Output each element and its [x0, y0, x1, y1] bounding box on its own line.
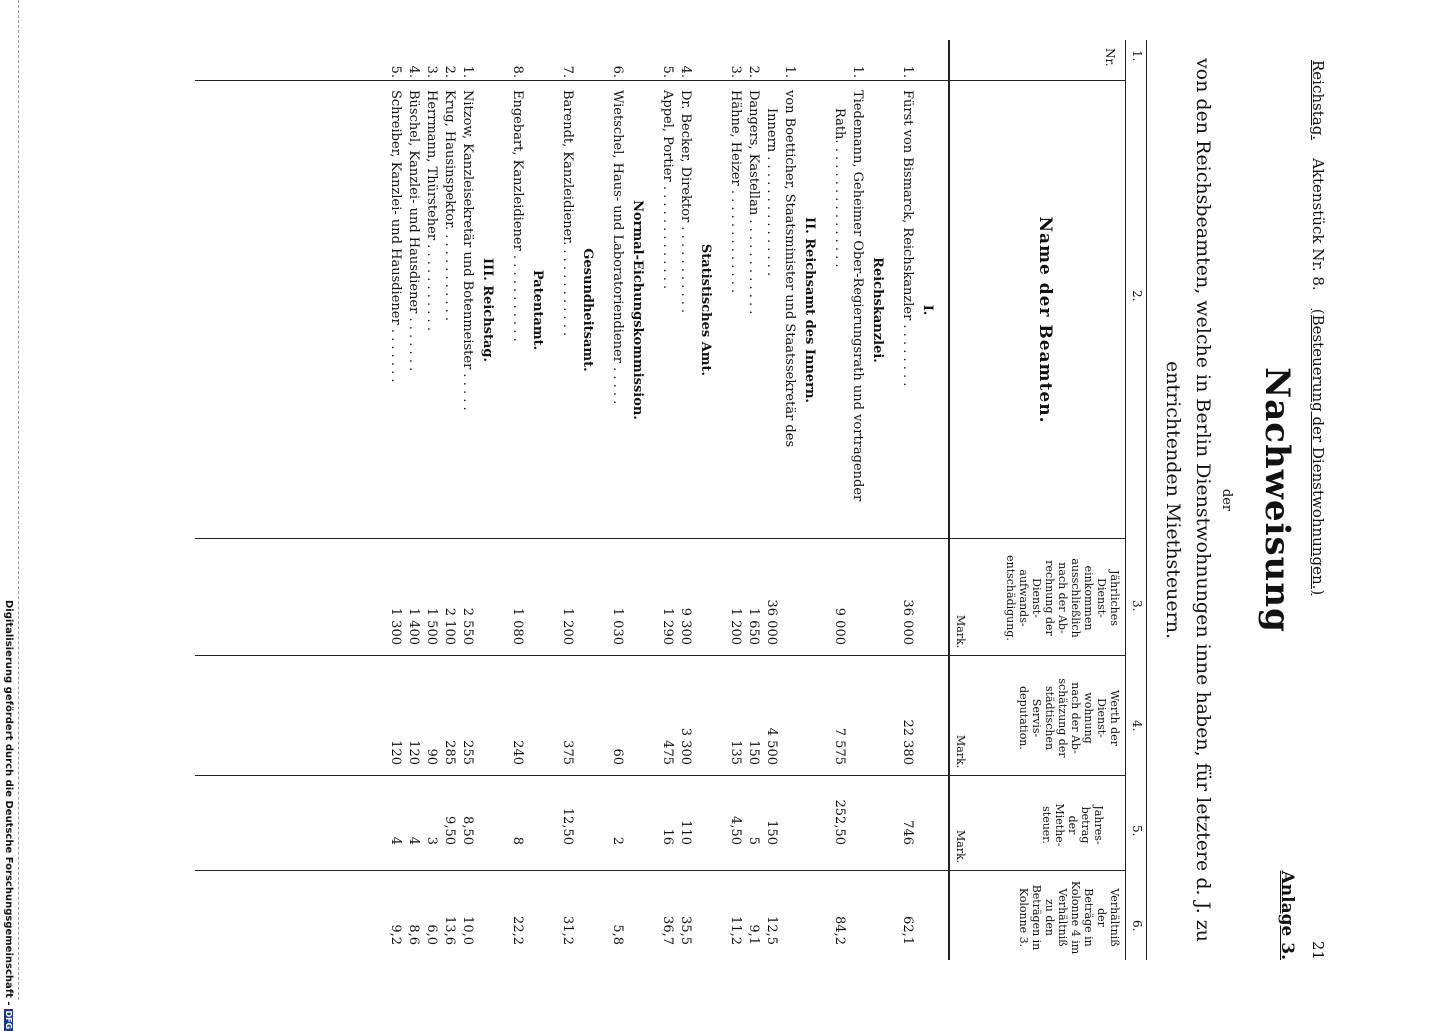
header-col5-line: Miethe- [1053, 803, 1066, 847]
cell-verhaeltniss: 6,0 [424, 924, 439, 945]
cell-wohnungswerth: 120 [406, 740, 421, 765]
header-col6-line: Beträge in [1082, 888, 1095, 947]
header-col4-line: deputation. [1017, 686, 1030, 750]
cell-wohnungswerth: 285 [442, 740, 457, 765]
header-reichstag: Reichstag. [1309, 60, 1327, 141]
header-col3-line: aufwands- [1017, 569, 1030, 627]
cell-einkommen: 2 550 [460, 607, 475, 645]
header-col5 [1040, 785, 1105, 865]
cell-nr: 1. [782, 65, 797, 78]
cell-einkommen: 2 100 [442, 607, 457, 645]
header-nr: Nr. [1103, 48, 1117, 67]
cell-name: Tiedemann, Geheimer Ober-Regierungsrath und vortragender [850, 90, 865, 502]
cell-einkommen: 1 200 [560, 607, 575, 645]
cell-verhaeltniss: 35,5 [678, 916, 693, 945]
cell-miethsteuer: 16 [660, 828, 675, 845]
cell-miethsteuer: 2 [610, 836, 625, 845]
header-col3-line: nach der Ab- [1056, 562, 1069, 634]
cell-verhaeltniss: 5,8 [610, 924, 625, 945]
subtitle-line-2: entrichtenden Miethsteuern. [1162, 360, 1184, 640]
cell-name: Nitzow, Kanzleisekretär und Botenmeister . . . . . [460, 90, 475, 411]
cell-wohnungswerth: 120 [388, 740, 403, 765]
cell-einkommen: 9 300 [678, 607, 693, 645]
title-der: der [1219, 488, 1234, 512]
colnum-2: 2. [1130, 290, 1144, 302]
header-col3 [1004, 548, 1121, 648]
header-col6-line: Beträgen in [1030, 884, 1043, 951]
cell-miethsteuer: 9,50 [442, 816, 457, 845]
cell-miethsteuer: 8,50 [460, 816, 475, 845]
cell-miethsteuer: 3 [424, 836, 439, 845]
header-col6 [1017, 875, 1121, 960]
cell-name: Innern . . . . . . . . . . . . . . . [764, 108, 779, 277]
cell-nr: 2. [442, 65, 457, 78]
cell-name: Hähne, Heizer . . . . . . . . . . . . . [728, 90, 743, 294]
section-normal-eichung: Normal-Eichungskommission. [630, 200, 645, 420]
cell-einkommen: 36 000 [900, 599, 915, 645]
cell-name: Schreiber, Kanzlei- und Hausdiener . . . . . . . [388, 90, 403, 383]
cell-name: Fürst von Bismarck, Reichskanzler . . . . . . . . [900, 90, 915, 387]
header-col4-line: städtischen [1043, 685, 1056, 751]
section-reichstag: III. Reichstag. [480, 257, 495, 363]
cell-nr: 4. [678, 65, 693, 78]
dfg-stamp-text: Digitalisierung gefördert durch die Deutsche Forschungsgemeinschaft - [3, 600, 14, 1006]
cell-wohnungswerth: 150 [746, 740, 761, 765]
cell-name: Barendt, Kanzleidiener. . . . . . . . . . . . [560, 90, 575, 337]
header-aktenstueck: Aktenstück Nr. 8. [1309, 158, 1327, 291]
cell-nr: 3. [728, 65, 743, 78]
header-col6-line: Kolonne 4 im [1069, 880, 1082, 955]
cell-einkommen: 9 000 [832, 607, 847, 645]
header-col4-line: Werth der [1108, 690, 1121, 746]
cell-wohnungswerth: 475 [660, 740, 675, 765]
cell-einkommen: 36 000 [764, 599, 779, 645]
cell-miethsteuer: 746 [900, 820, 915, 845]
header-col4-line: Dienst- [1095, 698, 1108, 738]
cell-wohnungswerth: 90 [424, 748, 439, 765]
cell-verhaeltniss: 22,2 [510, 916, 525, 945]
header-col3-line: einkommen [1082, 565, 1095, 631]
cell-wohnungswerth: 22 380 [900, 719, 915, 765]
column-divider [195, 655, 1125, 656]
header-col6-line: der [1095, 908, 1108, 927]
header-col5-line: der [1066, 815, 1079, 835]
column-divider [195, 775, 1125, 776]
cell-wohnungswerth: 60 [610, 748, 625, 765]
cell-einkommen: 1 400 [406, 607, 421, 645]
cell-wohnungswerth: 240 [510, 740, 525, 765]
cell-verhaeltniss: 11,2 [728, 916, 743, 945]
subtitle-line-1: von den Reichsbeamten, welche in Berlin Dienstwohnungen inne haben, für letztere d. J. zu [1192, 57, 1214, 943]
header-col6-line: Verhältniß [1108, 888, 1121, 947]
cell-nr: 4. [406, 65, 421, 78]
cell-verhaeltniss: 31,2 [560, 916, 575, 945]
page-number: 21 [1309, 940, 1327, 960]
cell-name: Rath. . . . . . . . . . . . . . . . [832, 108, 847, 268]
cell-einkommen: 1 500 [424, 607, 439, 645]
cell-einkommen: 1 200 [728, 607, 743, 645]
cell-nr: 1. [850, 65, 865, 78]
cell-einkommen: 1 030 [610, 607, 625, 645]
header-col3-line: Dienst- [1030, 578, 1043, 618]
cell-nr: 1. [900, 65, 915, 78]
cell-name: Engebart, Kanzleidiener . . . . . . . . . . . [510, 90, 525, 342]
colnum-5: 5. [1130, 825, 1144, 837]
header-col3-line: rechnung der [1043, 560, 1056, 636]
cell-wohnungswerth: 3 300 [678, 727, 693, 765]
header-col4-line: Servis- [1030, 698, 1043, 738]
cell-miethsteuer: 150 [764, 820, 779, 845]
dfg-logo-icon: DFG [4, 1010, 13, 1030]
header-col3-line: ausschließlich [1069, 558, 1082, 638]
header-col4-line: nach der Ab- [1069, 682, 1082, 754]
cell-verhaeltniss: 9,1 [746, 924, 761, 945]
header-col5-line: betrag [1079, 806, 1092, 844]
cell-verhaeltniss: 84,2 [832, 916, 847, 945]
cell-miethsteuer: 4 [388, 836, 403, 845]
section-reichsamt-innern: II. Reichsamt des Innern. [802, 217, 817, 403]
cell-miethsteuer: 12,50 [560, 807, 575, 845]
cell-verhaeltniss: 8,6 [406, 924, 421, 945]
header-col4 [1017, 668, 1121, 768]
column-number-row [1125, 40, 1147, 960]
nachweisung-table [187, 40, 1147, 960]
section-reichskanzlei: Reichskanzlei. [870, 257, 885, 363]
cell-miethsteuer: 252,50 [832, 799, 847, 845]
cell-nr: 7. [560, 65, 575, 78]
cell-name: Dr. Becker, Direktor . . . . . . . . . . . [678, 90, 693, 314]
cell-verhaeltniss: 12,5 [764, 916, 779, 945]
header-col5-line: steuer. [1040, 806, 1053, 844]
column-divider [195, 538, 1125, 539]
colnum-4: 4. [1130, 720, 1144, 732]
running-header [1303, 60, 1327, 960]
cell-name: Krug, Hausinspektor. . . . . . . . . . . . [442, 90, 457, 321]
cell-verhaeltniss: 9,2 [388, 924, 403, 945]
cell-einkommen: 1 300 [388, 607, 403, 645]
unit-col5: Mark. [954, 830, 967, 864]
cell-name: Dangers, Kastellan . . . . . . . . . . . . [746, 90, 761, 315]
cell-wohnungswerth: 135 [728, 740, 743, 765]
cell-nr: 1. [460, 65, 475, 78]
header-col6-line: zu den [1043, 898, 1056, 936]
header-col5-line: Jahres- [1092, 805, 1105, 845]
cell-nr: 3. [424, 65, 439, 78]
header-col3-line: Jährliches [1108, 570, 1121, 626]
cell-wohnungswerth: 255 [460, 740, 475, 765]
cell-einkommen: 1 080 [510, 607, 525, 645]
cell-name: von Boetticher, Staatsminister und Staatssekretär des [782, 90, 797, 448]
header-col4-line: wohnung [1082, 692, 1095, 744]
cell-name: Büschel, Kanzlei- und Hausdiener . . . . . . . [406, 90, 421, 372]
cell-verhaeltniss: 62,1 [900, 916, 915, 945]
section-roman-1: I. [920, 304, 935, 316]
header-name: Name der Beamten. [1035, 216, 1055, 424]
header-col6-line: Verhältniß [1056, 888, 1069, 947]
cell-miethsteuer: 8 [510, 836, 525, 845]
cell-nr: 6. [610, 65, 625, 78]
cell-nr: 2. [746, 65, 761, 78]
cell-wohnungswerth: 375 [560, 740, 575, 765]
cell-einkommen: 1 650 [746, 607, 761, 645]
colnum-3: 3. [1130, 600, 1144, 612]
colnum-6: 6. [1130, 920, 1144, 932]
colnum-1: 1. [1130, 50, 1144, 62]
unit-col3: Mark. [954, 615, 967, 649]
cell-miethsteuer: 4 [406, 836, 421, 845]
section-gesundheitsamt: Gesundheitsamt. [580, 248, 595, 372]
cell-name: Appel, Portier . . . . . . . . . . . . . [660, 90, 675, 290]
table-header-row [948, 40, 1125, 960]
unit-col4: Mark. [954, 735, 967, 769]
section-patentamt: Patentamt. [530, 269, 545, 351]
cell-miethsteuer: 110 [678, 820, 693, 845]
cell-nr: 8. [510, 65, 525, 78]
cell-verhaeltniss: 13,6 [442, 916, 457, 945]
cell-einkommen: 1 290 [660, 607, 675, 645]
cell-miethsteuer: 5 [746, 836, 761, 845]
column-divider [195, 870, 1125, 871]
cell-name: Wietschel, Haus- und Laboratoriendiener . . . . . [610, 90, 625, 405]
section-statistisches-amt: Statistisches Amt. [698, 243, 713, 377]
cell-verhaeltniss: 10,0 [460, 916, 475, 945]
cell-verhaeltniss: 36,7 [660, 916, 675, 945]
column-divider [195, 80, 1125, 81]
anlage-label: Anlage 3. [1277, 870, 1297, 960]
cell-miethsteuer: 4,50 [728, 816, 743, 845]
document-title: Nachweisung [1257, 367, 1297, 633]
cell-nr: 5. [388, 65, 403, 78]
cell-nr: 5. [660, 65, 675, 78]
header-col3-line: Dienst- [1095, 578, 1108, 618]
cell-wohnungswerth: 4 500 [764, 727, 779, 765]
header-subject: (Besteuerung der Dienstwohnungen.) [1309, 308, 1327, 596]
header-col6-line: Kolonne 3. [1017, 887, 1030, 948]
header-col3-line: entschädigung. [1004, 555, 1017, 641]
cell-wohnungswerth: 7 575 [832, 727, 847, 765]
cell-name: Herrmann, Thürsteher . . . . . . . . . . . [424, 90, 439, 331]
header-col4-line: schätzung der [1056, 678, 1069, 758]
